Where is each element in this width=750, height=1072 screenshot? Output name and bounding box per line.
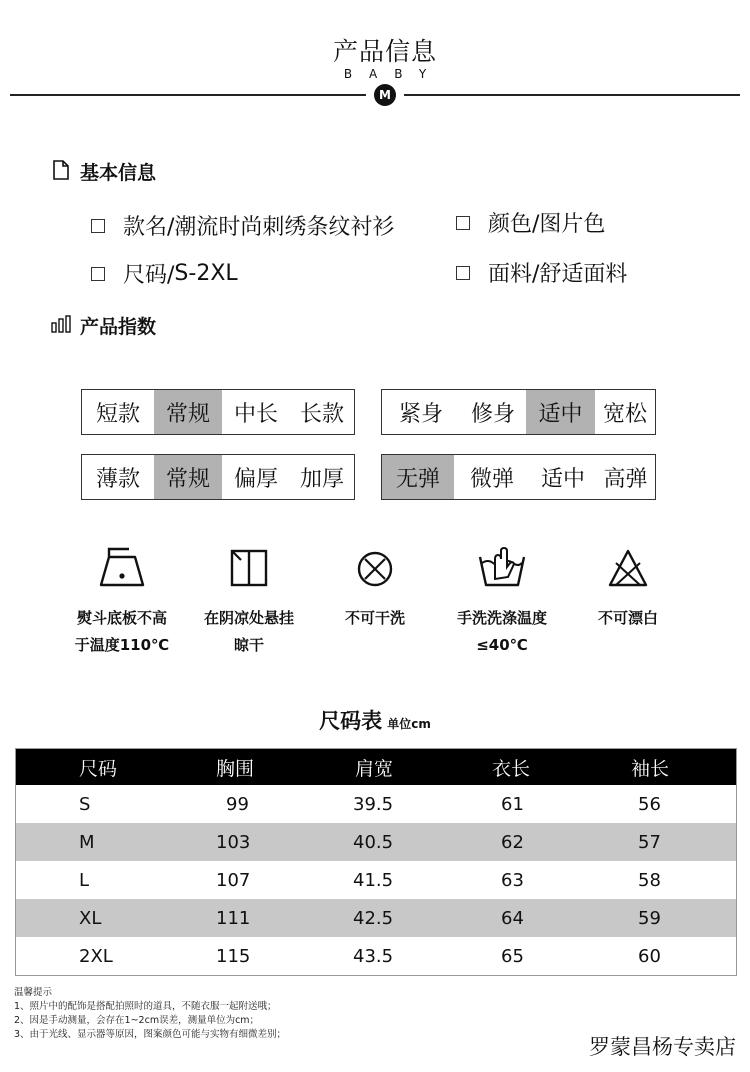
index-option-selected: 常规 — [154, 455, 222, 499]
table-cell: 64 — [501, 907, 524, 929]
care-text: 于温度110℃ — [74, 636, 170, 654]
care-text: 手洗洗涤温度 — [456, 609, 547, 627]
table-row — [16, 861, 736, 899]
index-option: 加厚 — [299, 466, 344, 492]
size-badge: M — [374, 84, 396, 106]
table-cell: 2XL — [79, 945, 113, 967]
page-title: 产品信息 — [332, 37, 437, 66]
table-cell: 56 — [638, 793, 661, 815]
table-cell: 107 — [216, 869, 251, 891]
header-divider-right — [404, 94, 740, 96]
table-cell: 103 — [216, 831, 251, 853]
table-cell: S — [79, 793, 91, 815]
index-thickness — [81, 454, 355, 500]
table-cell: 57 — [638, 831, 661, 853]
care-hang-dry — [184, 545, 314, 659]
size-table-title: 尺码表 — [319, 709, 383, 733]
no-bleach-icon — [606, 545, 650, 589]
table-cell: 58 — [638, 869, 661, 891]
care-text: 熨斗底板不高 — [76, 609, 167, 627]
table-row — [16, 785, 736, 823]
table-cell: M — [79, 831, 95, 853]
info-value: 图片色 — [539, 212, 606, 237]
table-cell: 65 — [501, 945, 524, 967]
basic-info-title: 基本信息 — [80, 162, 157, 184]
index-option: 微弹 — [469, 466, 514, 492]
notes-line: 1、照片中的配饰是搭配拍照时的道具，不随衣服一起附送哦； — [14, 1001, 277, 1012]
table-cell: 63 — [501, 869, 524, 891]
table-header-cell: 尺码 — [79, 757, 118, 780]
table-header-cell: 衣长 — [492, 757, 531, 780]
care-no-bleach — [563, 545, 693, 632]
table-cell: 59 — [638, 907, 661, 929]
table-cell: L — [79, 869, 90, 891]
hang-dry-shade-icon — [227, 545, 271, 589]
table-row — [16, 899, 736, 937]
table-cell: 40.5 — [353, 831, 394, 853]
info-value: S-2XL — [174, 261, 238, 286]
care-no-dry-clean — [310, 545, 440, 632]
table-cell: 60 — [638, 945, 661, 967]
index-option: 偏厚 — [233, 466, 278, 492]
care-text: 不可干洗 — [344, 609, 405, 627]
checkbox-icon — [456, 266, 470, 280]
table-cell: 62 — [501, 831, 524, 853]
table-cell: 39.5 — [353, 793, 394, 815]
table-cell: XL — [79, 907, 102, 929]
table-header-row — [16, 749, 736, 785]
info-value: 潮流时尚刺绣条纹衬衫 — [174, 215, 395, 240]
notes-line: 2、因是手动测量，会存在1~2cm误差，测量单位为cm； — [14, 1015, 260, 1026]
table-cell: 61 — [501, 793, 524, 815]
info-label: 面料/ — [488, 262, 540, 287]
care-text: 不可漂白 — [597, 609, 658, 627]
index-option: 高弹 — [603, 466, 648, 492]
table-cell: 42.5 — [353, 907, 394, 929]
care-iron — [57, 545, 187, 659]
table-cell: 115 — [216, 945, 251, 967]
size-table-heading — [0, 705, 750, 735]
checkbox-icon — [91, 267, 105, 281]
index-option-selected: 适中 — [526, 390, 595, 434]
checkbox-icon — [91, 219, 105, 233]
index-option: 适中 — [540, 466, 585, 492]
table-cell: 41.5 — [353, 869, 394, 891]
checkbox-icon — [456, 216, 470, 230]
care-text: 在阴凉处悬挂 — [203, 609, 294, 627]
product-index-title: 产品指数 — [80, 316, 157, 338]
info-item-size — [91, 258, 238, 289]
notes-line: 3、由于光线、显示器等原因，图案颜色可能与实物有细微差别； — [14, 1029, 287, 1040]
table-header-cell: 袖长 — [631, 757, 670, 780]
hand-wash-icon — [476, 545, 528, 589]
care-text: ≤40℃ — [476, 636, 528, 654]
table-header-cell: 胸围 — [216, 757, 255, 780]
info-label: 款名/ — [123, 215, 175, 240]
index-fit — [381, 389, 656, 435]
index-option: 薄款 — [95, 466, 140, 492]
no-dry-clean-icon — [353, 545, 397, 589]
table-cell: 43.5 — [353, 945, 394, 967]
index-option: 短款 — [95, 401, 140, 427]
info-value: 舒适面料 — [539, 262, 628, 287]
header-divider-left — [10, 94, 366, 96]
index-length — [81, 389, 355, 435]
table-header-cell: 肩宽 — [355, 757, 394, 780]
store-name: 罗蒙昌杨专卖店 — [589, 1035, 736, 1059]
index-option: 紧身 — [398, 401, 443, 427]
info-item-color — [456, 207, 605, 238]
table-row — [16, 937, 736, 975]
reminder-notes — [14, 986, 286, 1042]
care-text: 晾干 — [233, 636, 264, 654]
index-option-selected: 常规 — [154, 390, 222, 434]
table-row — [16, 823, 736, 861]
index-option: 中长 — [233, 401, 278, 427]
document-icon — [52, 160, 70, 184]
index-option: 长款 — [299, 401, 344, 427]
care-hand-wash — [437, 545, 567, 659]
table-cell: 99 — [226, 793, 249, 815]
table-cell: 111 — [216, 907, 251, 929]
size-table — [15, 748, 737, 976]
info-item-fabric — [456, 257, 627, 288]
bar-chart-icon — [51, 315, 73, 337]
notes-title: 温馨提示 — [14, 987, 53, 998]
index-option: 宽松 — [602, 401, 647, 427]
page-subtitle: BABY — [343, 67, 444, 81]
index-option: 修身 — [470, 401, 515, 427]
size-table-unit: 单位cm — [387, 717, 431, 731]
info-label: 颜色/ — [488, 212, 540, 237]
index-option-selected: 无弹 — [382, 455, 454, 499]
info-item-style-name — [91, 210, 394, 241]
iron-icon — [95, 545, 149, 589]
info-label: 尺码/ — [123, 263, 175, 288]
index-elasticity — [381, 454, 656, 500]
